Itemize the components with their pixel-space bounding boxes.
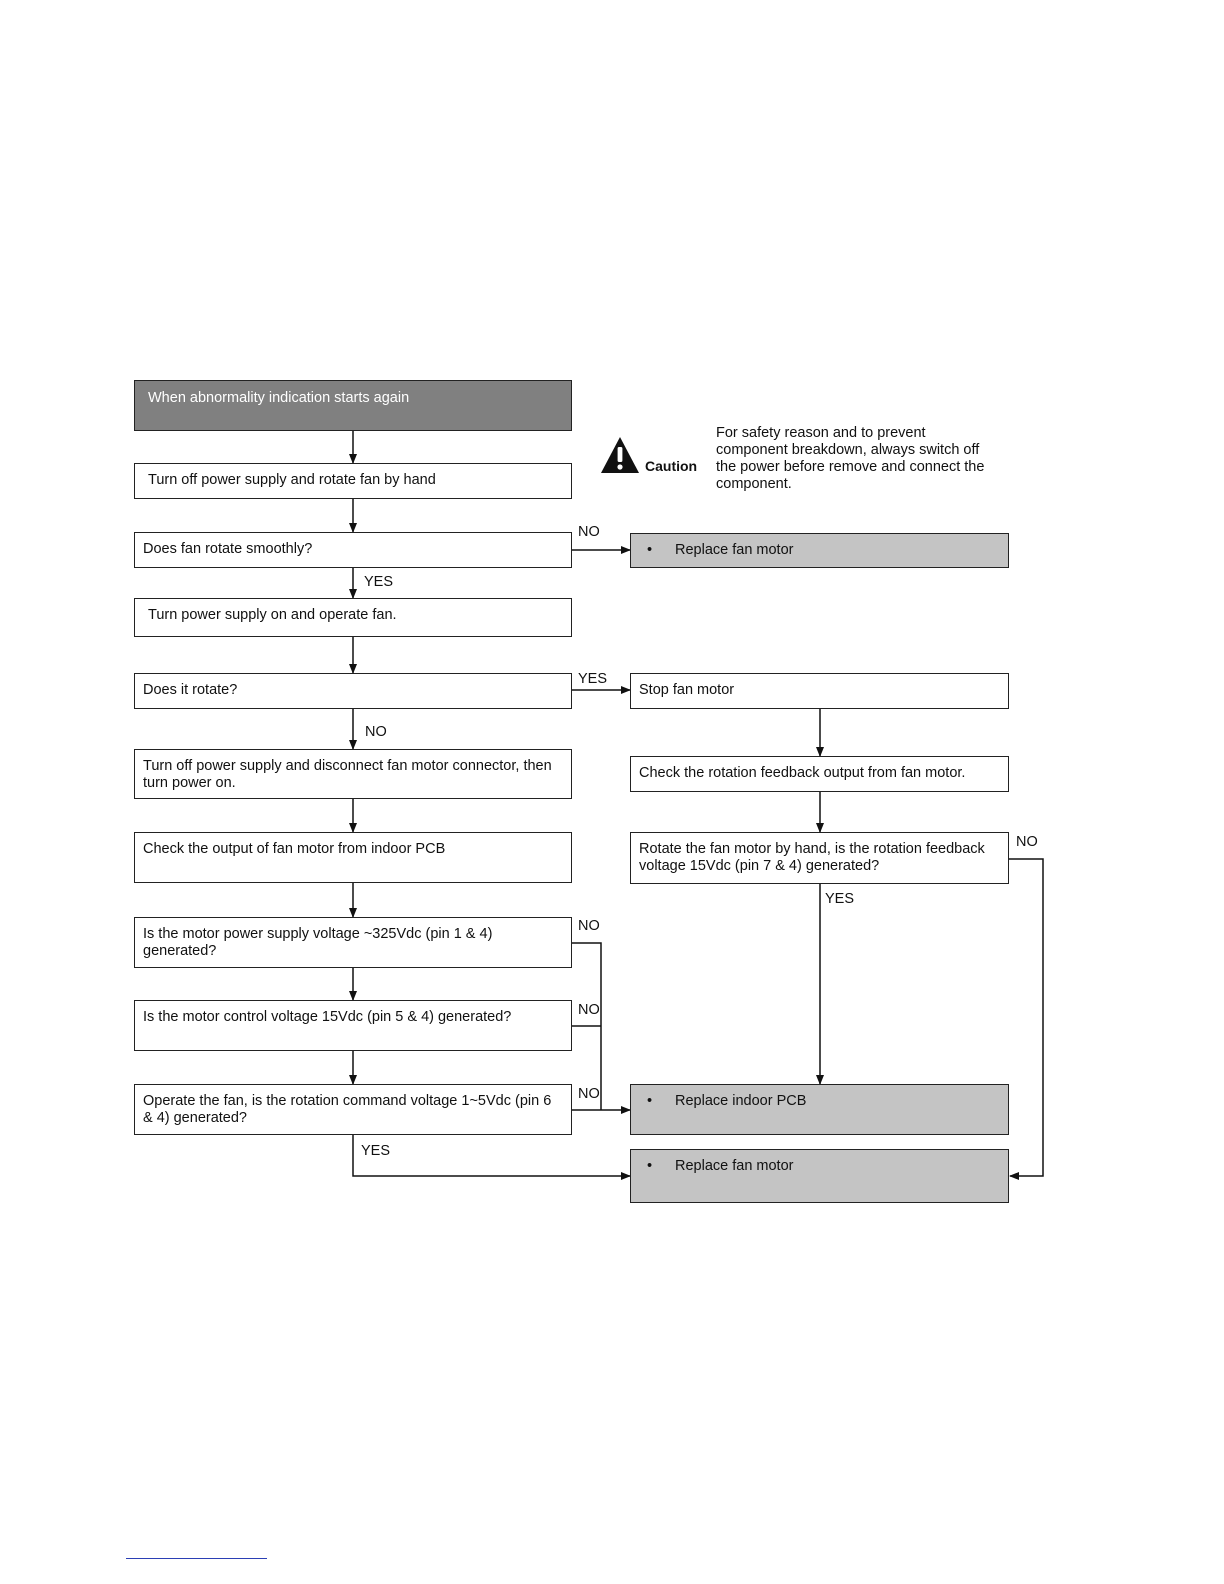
label-no-325v: NO	[578, 918, 600, 934]
bullet-icon: •	[647, 1093, 653, 1109]
caution-title: Caution	[645, 458, 698, 474]
arrow-command-yes	[353, 1135, 630, 1176]
arrow-qfb-no	[1009, 859, 1043, 1176]
footnote-rule	[126, 1558, 267, 1559]
bullet-icon: •	[647, 1158, 653, 1174]
label-no-feedback: NO	[1016, 834, 1038, 850]
step-rotate-by-hand: Turn off power supply and rotate fan by hand	[134, 463, 572, 499]
step-check-feedback-output: Check the rotation feedback output from fan motor.	[630, 756, 1009, 792]
label-yes-smooth: YES	[364, 574, 394, 590]
action-replace-fan-motor-1: • Replace fan motor	[630, 533, 1009, 568]
label-yes-rotate: YES	[578, 671, 608, 687]
decision-command-voltage: Operate the fan, is the rotation command voltage 1~5Vdc (pin 6 & 4) generated?	[134, 1084, 572, 1135]
decision-325v-supply: Is the motor power supply voltage ~325Vdc (pin 1 & 4) generated?	[134, 917, 572, 968]
action-replace-fan-motor-2: • Replace fan motor	[630, 1149, 1009, 1203]
step-disconnect-connector: Turn off power supply and disconnect fan motor connector, then turn power on.	[134, 749, 572, 799]
label-no-smooth: NO	[578, 524, 600, 540]
decision-feedback-voltage: Rotate the fan motor by hand, is the rotation feedback voltage 15Vdc (pin 7 & 4) generated?	[630, 832, 1009, 884]
warning-triangle-icon	[600, 435, 640, 475]
label-yes-command: YES	[361, 1143, 391, 1159]
step-power-on-operate: Turn power supply on and operate fan.	[134, 598, 572, 637]
label-no-rotate: NO	[365, 724, 387, 740]
caution-badge	[600, 433, 710, 477]
decision-does-it-rotate: Does it rotate?	[134, 673, 572, 709]
start-box: When abnormality indication starts again	[134, 380, 572, 431]
decision-15v-control: Is the motor control voltage 15Vdc (pin 5 & 4) generated?	[134, 1000, 572, 1051]
step-check-pcb-output: Check the output of fan motor from indoor PCB	[134, 832, 572, 883]
label-no-command: NO	[578, 1086, 600, 1102]
bullet-icon: •	[647, 542, 653, 558]
step-stop-fan-motor: Stop fan motor	[630, 673, 1009, 709]
label-yes-feedback: YES	[825, 891, 855, 907]
decision-rotate-smoothly: Does fan rotate smoothly?	[134, 532, 572, 568]
action-replace-indoor-pcb: • Replace indoor PCB	[630, 1084, 1009, 1135]
caution-note: For safety reason and to prevent component breakdown, always switch off the power before remove and connect the component.	[716, 425, 985, 492]
label-no-15v: NO	[578, 1002, 600, 1018]
